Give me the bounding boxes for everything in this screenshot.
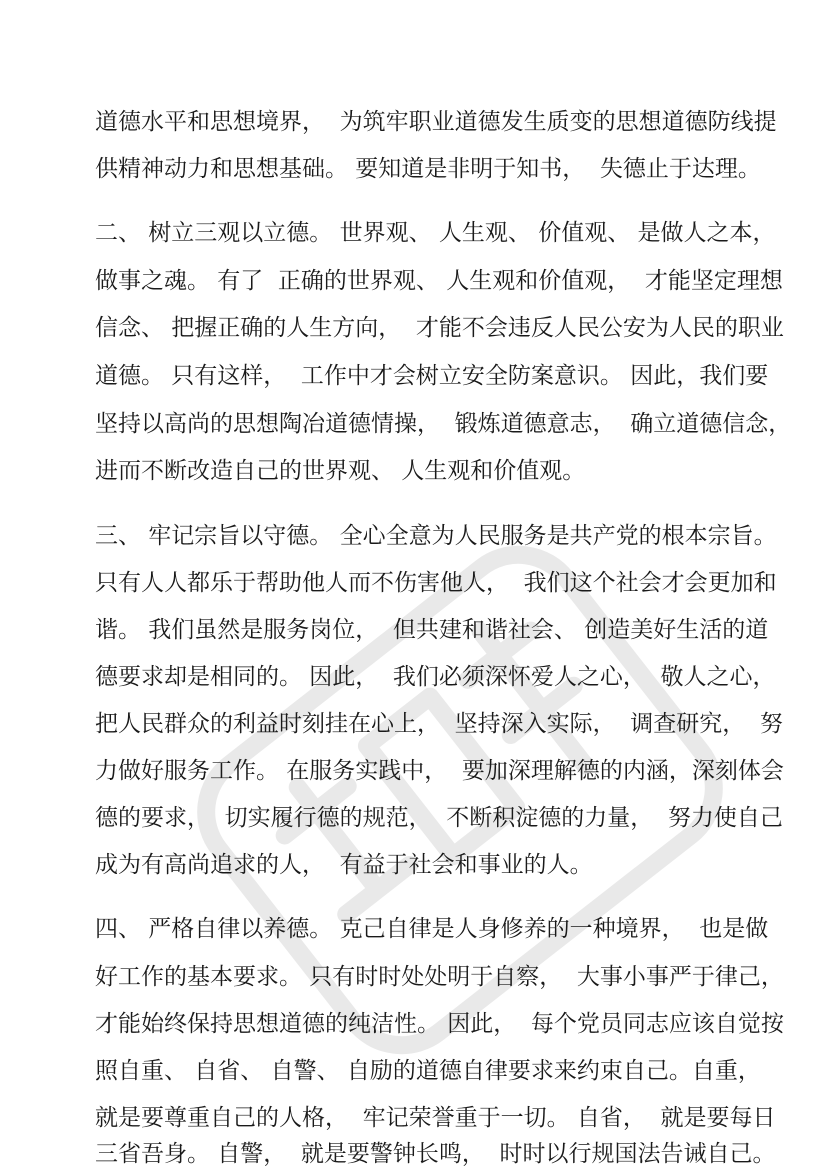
text-line: 做事之魂。 有了 正确的世界观、 人生观和价值观， 才能坚定理想 — [95, 268, 783, 294]
text-line: 好工作的基本要求。 只有时时处处明于自察， 大事小事严于律己， — [95, 964, 784, 990]
text-line: 德要求却是相同的。 因此， 我们必须深怀爱人之心， 敬人之心， — [95, 664, 776, 690]
text-line: 二、 树立三观以立德。 世界观、 人生观、 价值观、 是做人之本， — [95, 220, 776, 246]
stamp-watermark-icon — [150, 520, 770, 1080]
text-line: 照自重、 自省、 自警、 自励的道德自律要求来约束自己。自重， — [95, 1058, 761, 1084]
text-line: 供精神动力和思想基础。 要知道是非明于知书， 失德止于达理。 — [95, 156, 761, 182]
text-line: 三、 牢记宗旨以守德。 全心全意为人民服务是共产党的根本宗旨。 — [95, 523, 777, 549]
text-line: 信念、 把握正确的人生方向， 才能不会违反人民公安为人民的职业 — [95, 315, 784, 341]
text-line: 把人民群众的利益时刻挂在心上， 坚持深入实际， 调查研究， 努 — [95, 711, 783, 737]
text-line: 就是要尊重自己的人格， 牢记荣誉重于一切。 自省， 就是要每日 — [95, 1105, 776, 1131]
text-line: 道德水平和思想境界， 为筑牢职业道德发生质变的思想道德防线提 — [95, 109, 777, 135]
text-line: 只有人人都乐于帮助他人而不伤害他人， 我们这个社会才会更加和 — [95, 570, 777, 596]
text-line: 四、 严格自律以养德。 克己自律是人身修养的一种境界， 也是做 — [95, 916, 769, 942]
text-line: 坚持以高尚的思想陶冶道德情操， 锻炼道德意志， 确立道德信念， — [95, 411, 792, 437]
text-line: 力做好服务工作。 在服务实践中， 要加深理解德的内涵，深刻体会 — [95, 758, 784, 784]
text-line: 德的要求， 切实履行德的规范， 不断积淀德的力量， 努力使自己 — [95, 805, 783, 831]
text-line: 进而不断改造自己的世界观、 人生观和价值观。 — [95, 458, 586, 484]
text-line: 谐。 我们虽然是服务岗位， 但共建和谐社会、 创造美好生活的道 — [95, 617, 769, 643]
text-line: 才能始终保持思想道德的纯洁性。 因此， 每个党员同志应该自觉按 — [95, 1011, 784, 1037]
text-line: 成为有高尚追求的人， 有益于社会和事业的人。 — [95, 852, 593, 878]
text-line: 三省吾身。 自警， 就是要警钟长鸣， 时时以行规国法告诫自己。 — [95, 1141, 776, 1167]
text-line: 道德。 只有这样， 工作中才会树立安全防案意识。 因此，我们要 — [95, 363, 769, 389]
